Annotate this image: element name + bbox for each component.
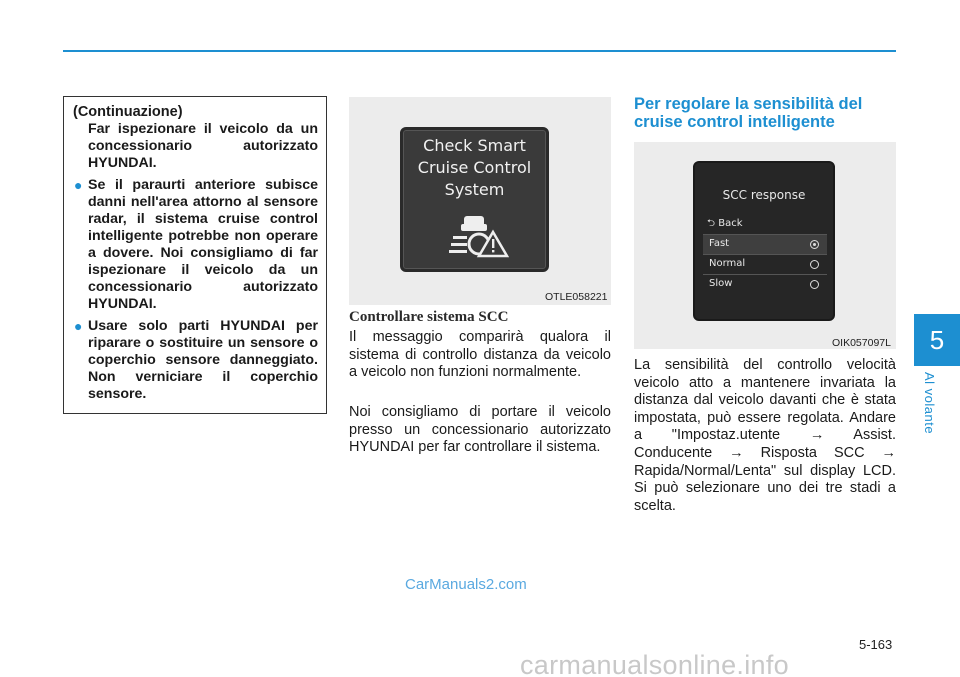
section-title: Per regolare la sensibilità del cruise control intelligente [634, 95, 863, 131]
scc-option-slow[interactable] [703, 274, 827, 294]
caution-bullet [73, 177, 318, 313]
scc-response-display [693, 161, 835, 321]
caution-heading: (Continuazione) [73, 104, 183, 120]
header-rule [63, 50, 896, 52]
scc-option-fast[interactable] [703, 234, 827, 254]
footer-watermark: carmanualsonline.info [520, 650, 789, 677]
bullet-icon: ● [74, 177, 83, 193]
display-line: Cruise Control [417, 158, 532, 177]
back-arrow-icon: ⮌ [707, 218, 716, 229]
scc-option-normal[interactable] [703, 254, 827, 274]
paragraph: Noi consigliamo di portare il veicolo presso un concessionario autorizzato HYUNDAI per far controllare il sistema. [349, 404, 611, 456]
option-label: Slow [709, 278, 733, 289]
chapter-label: Al volante [922, 372, 937, 435]
option-label: Normal [709, 258, 746, 269]
page-number: 5-163 [859, 637, 893, 652]
chapter-tab[interactable] [914, 314, 960, 366]
display-line: System [444, 180, 505, 199]
caution-bullet-text: Se il paraurti anteriore subisce danni nell'area attorno al sensore radar, il sistema cruise control intelligente potrebbe non operare a dovere. Noi consigliamo di far ispezionare il veicolo da un concessionario autorizzato HYUNDAI. [88, 177, 318, 312]
radio-selected-icon [810, 240, 819, 249]
caution-intro: Far ispezionare il veicolo da un concessionario autorizzato HYUNDAI. [88, 121, 318, 171]
paragraph: Il messaggio comparirà qualora il sistema di controllo distanza da veicolo a veicolo non funzioni normalmente. [349, 329, 611, 381]
display-line: Check Smart [423, 136, 526, 155]
radio-icon [810, 260, 819, 269]
back-button[interactable] [707, 216, 742, 233]
caution-bullet-text: Usare solo parti HYUNDAI per riparare o sostituire un sensore o coperchio sensore danneggiato. Non verniciare il coperchio sensore. [88, 318, 318, 402]
back-label: Back [718, 218, 743, 229]
scc-warning-icon [449, 210, 509, 260]
radio-icon [810, 280, 819, 289]
figure-caption: OIK057097L [832, 337, 891, 349]
section-subtitle: Controllare sistema SCC [349, 309, 509, 325]
chapter-number: 5 [929, 324, 945, 355]
figure-caption: OTLE058221 [545, 291, 608, 303]
caution-box [63, 96, 327, 414]
watermark-link[interactable]: CarManuals2.com [405, 576, 527, 593]
paragraph: La sensibilità del controllo velocità veicolo atto a mantenere invariata la distanza dal veicolo davanti che è stata impostata, può essere regolata. Andare a "Impostaz.utente → Assist. Conducente → Risposta SCC → Rapida/Normal/Lenta" sul display LCD. Si può selezionare uno dei tre stadi a scelta. [634, 357, 896, 514]
scc-menu-title: SCC response [722, 188, 806, 202]
bullet-icon: ● [74, 318, 83, 334]
caution-bullet [73, 318, 318, 403]
cluster-display [400, 127, 549, 272]
option-label: Fast [709, 238, 730, 249]
